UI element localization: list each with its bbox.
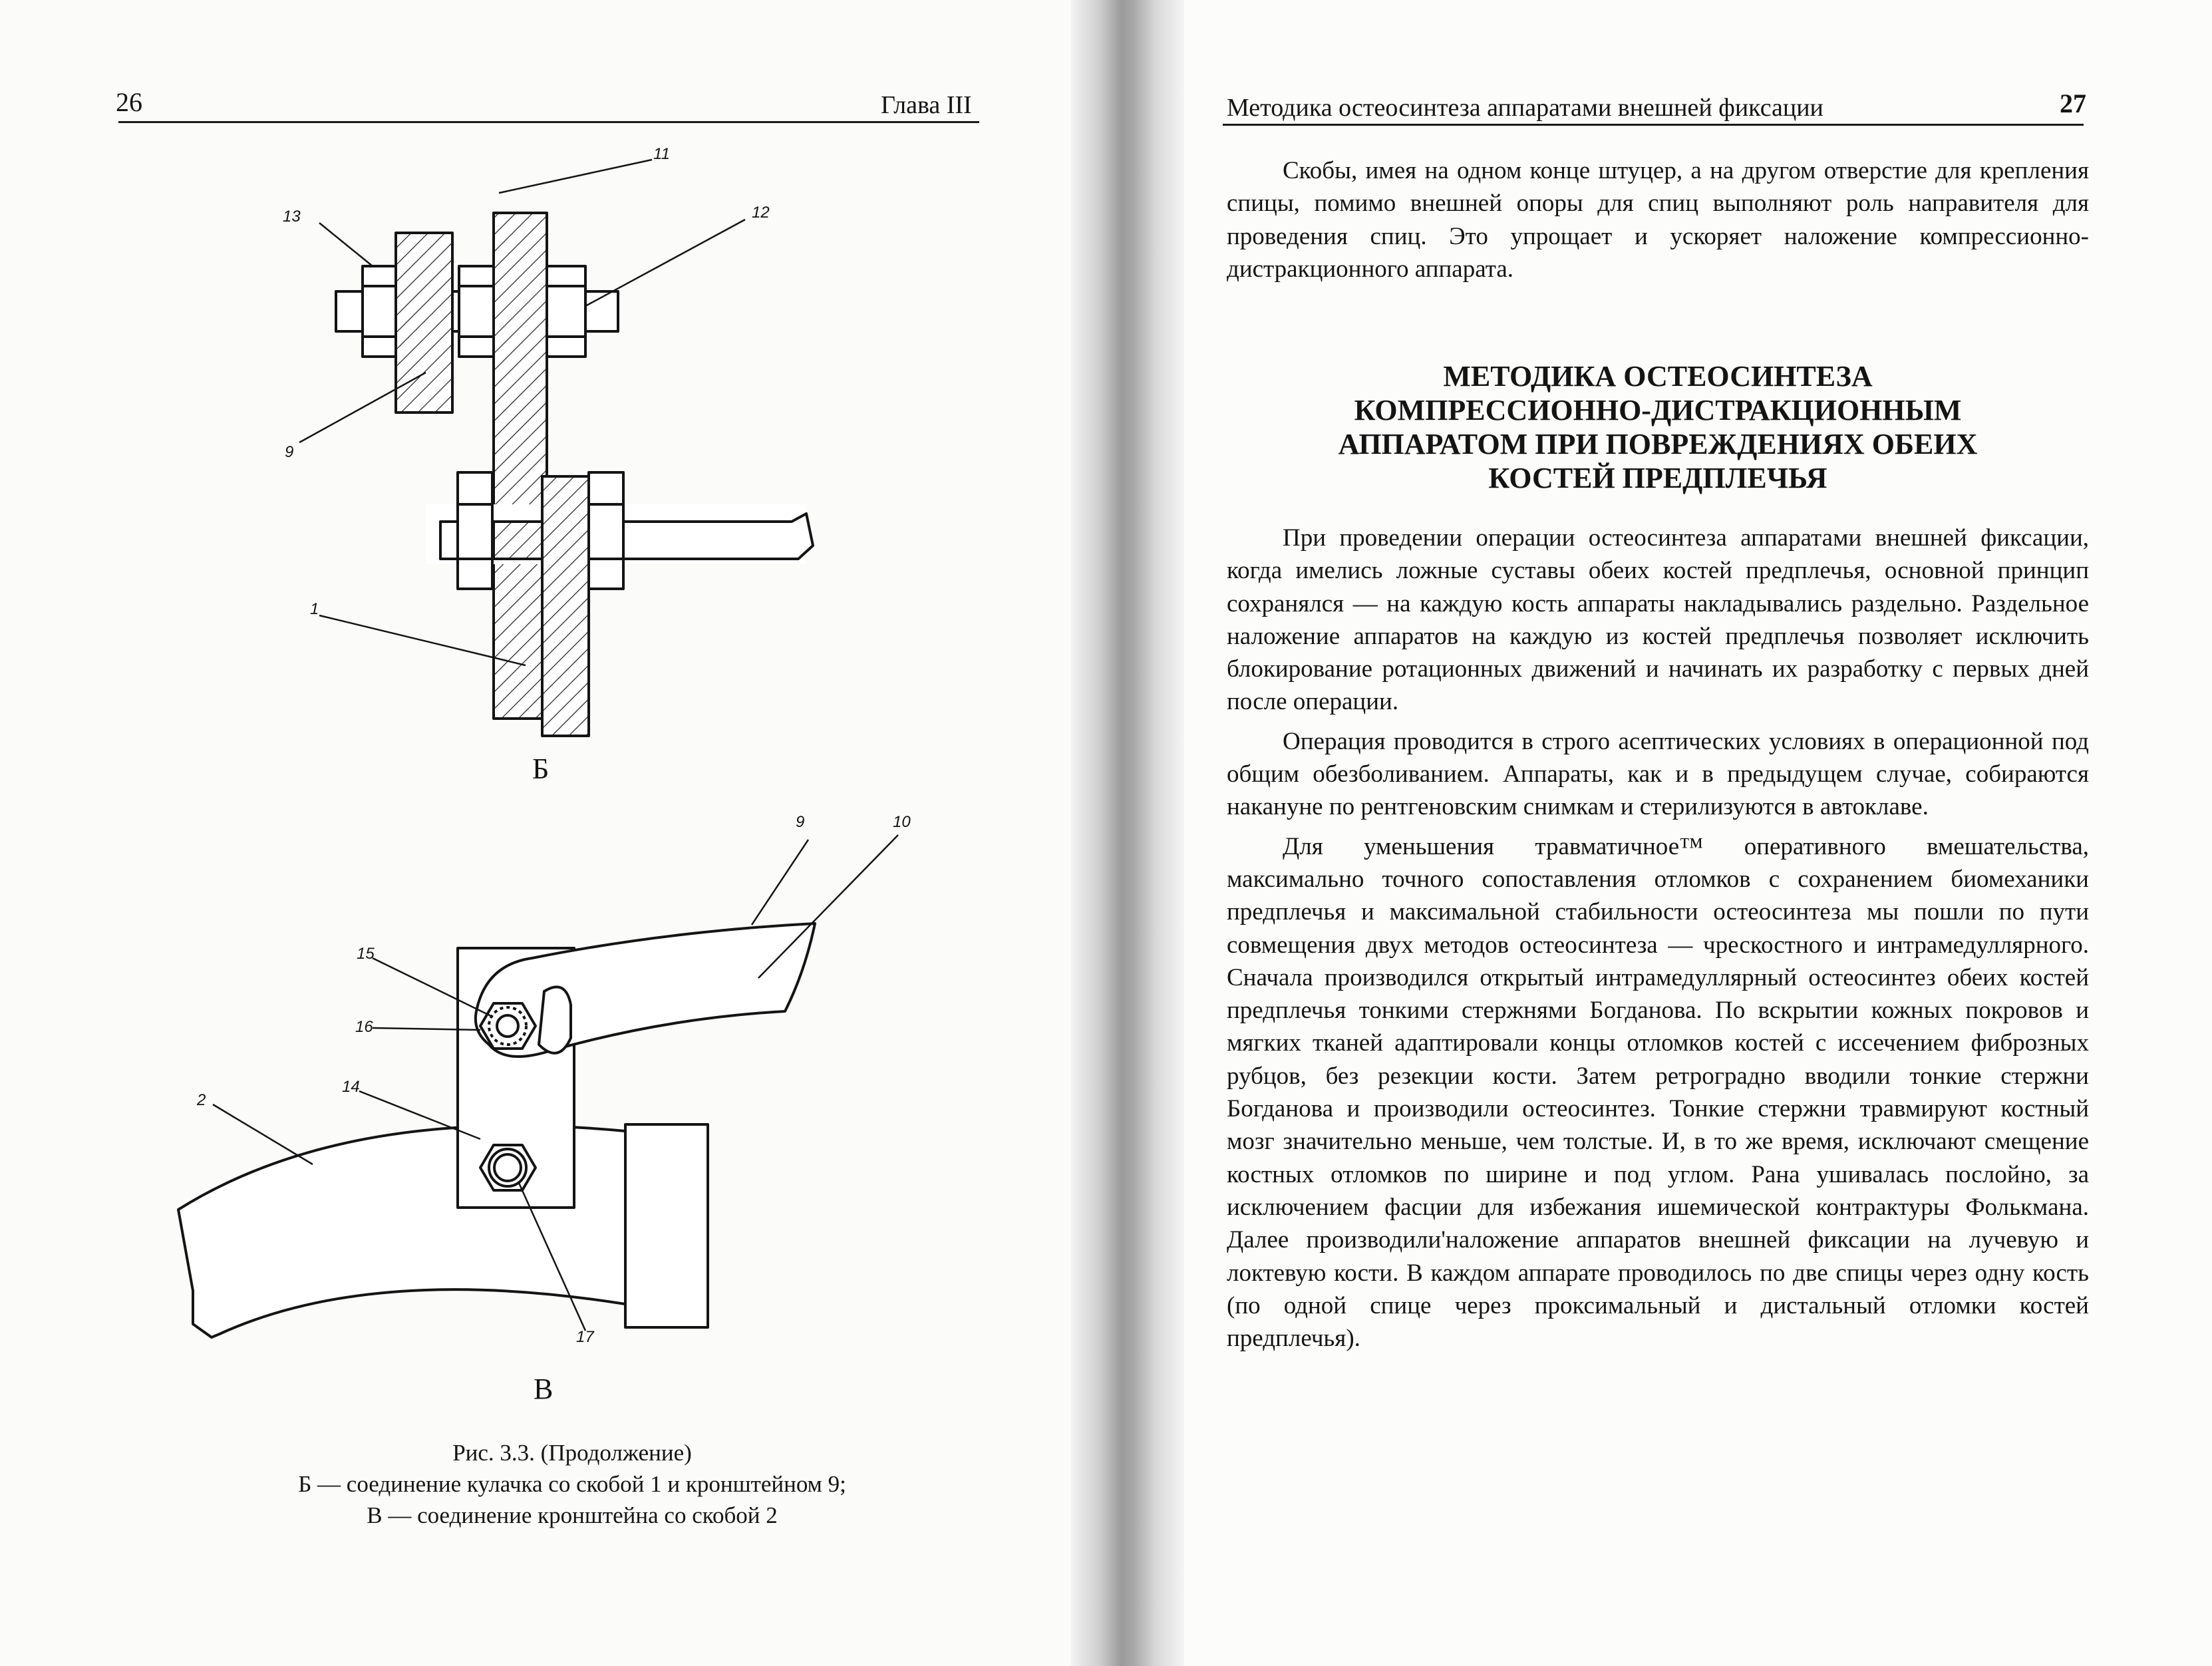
callout-9-v: 9 [796,813,805,831]
heading-line-2: КОМПРЕССИОННО-ДИСТРАКЦИОННЫМ [1354,394,1962,426]
panel-b-label: Б [532,752,550,785]
figure-caption [166,1437,978,1531]
callout-16: 16 [355,1018,373,1036]
technical-figure [0,0,1078,1666]
paragraph-3: Для уменьшения травматичное™ оперативного вмешательства, максимально точного сопоставления отломков с сохранением биомеханики предплечья и максимальной стабильности остеосинтеза мы пошли по пути совмещения двух методов остеосинтеза — чрескостного и интрамедуллярного. Сначала производился открытый интрамедуллярный остеосинтез обеих костей предплечья тонкими стержнями Богданова. По вскрытии кожных покровов и мягких тканей адаптировали концы отломков костей с иссечением фиброзных рубцов, без резекции кости. Затем ретроградно вводили тонкие стержни Богданова и производили остеосинтез. Тонкие стержни травмируют костный мозг значительно меньше, чем толстые. И, в то же время, исключают смещение костных отломков по ширине и под углом. Рана ушивалась послойно, за исключением фасции для избежания ишемической контрактуры Фолькмана. Далее производили'наложение аппаратов внешней фиксации на лучевую и локтевую кости. В каждом аппарате проводилось по две спицы через одну кость (по одной спице через проксимальный и дистальный отломки костей предплечья). [1227,832,2089,1353]
heading-line-1: МЕТОДИКА ОСТЕОСИНТЕЗА [1443,360,1873,393]
panel-v-assembly [178,835,898,1337]
callout-10: 10 [893,813,911,831]
heading-line-3: АППАРАТОМ ПРИ ПОВРЕЖДЕНИЯХ ОБЕИХ [1338,428,1978,460]
right-page-number: 27 [2060,88,2086,118]
callout-17: 17 [576,1328,594,1346]
section-heading [1227,359,2089,495]
right-running-title: Методика остеосинтеза аппаратами внешней фиксации [1227,94,1823,122]
callout-15: 15 [357,945,375,963]
right-header-rule [1223,124,2084,126]
intro-paragraph-block [1227,154,2089,285]
panel-v-label: В [534,1373,553,1405]
callout-14: 14 [342,1078,360,1096]
callout-11: 11 [653,145,670,163]
callout-13: 13 [283,208,301,226]
callout-2: 2 [197,1091,206,1109]
book-gutter [1071,0,1184,1666]
paragraph-1: При проведении операции остеосинтеза аппаратами внешней фиксации, когда имелись ложные суставы обеих костей предплечья, основной принцип сохранялся — на каждую кость аппараты накладывались раздельно. Раздельное наложение аппаратов на каждую из костей предплечья позволяет исключить блокирование ротационных движений и начинать их разработку с первых дней после операции. [1227,524,2089,716]
caption-line-1: Б — соединение кулачка со скобой 1 и кронштейном 9; [298,1471,846,1497]
callout-12: 12 [752,204,770,222]
heading-line-4: КОСТЕЙ ПРЕДПЛЕЧЬЯ [1488,462,1827,494]
left-running-title: Глава III [881,91,972,119]
left-page-number: 26 [116,87,142,117]
intro-paragraph: Скобы, имея на одном конце штуцер, а на другом отверстие для крепления спицы, помимо внешней опоры для спиц выполняют роль направителя для проведения спиц. Это упрощает и ускоряет наложение компрессионно-дистракционного аппарата. [1227,157,2089,283]
panel-b-assembly [299,160,813,736]
caption-title: Рис. 3.3. (Продолжение) [452,1440,692,1466]
caption-line-2: В — соединение кронштейна со скобой 2 [367,1502,778,1528]
callout-1: 1 [310,600,319,618]
body-text-block [1227,522,2089,1355]
callout-9-b: 9 [285,443,294,461]
paragraph-2: Операция проводится в строго асептических условиях в операционной под общим обезболиванием. Аппараты, как и в предыдущем случае, собираются накануне по рентгеновским снимкам и стерилизуются в автоклаве. [1227,727,2089,821]
